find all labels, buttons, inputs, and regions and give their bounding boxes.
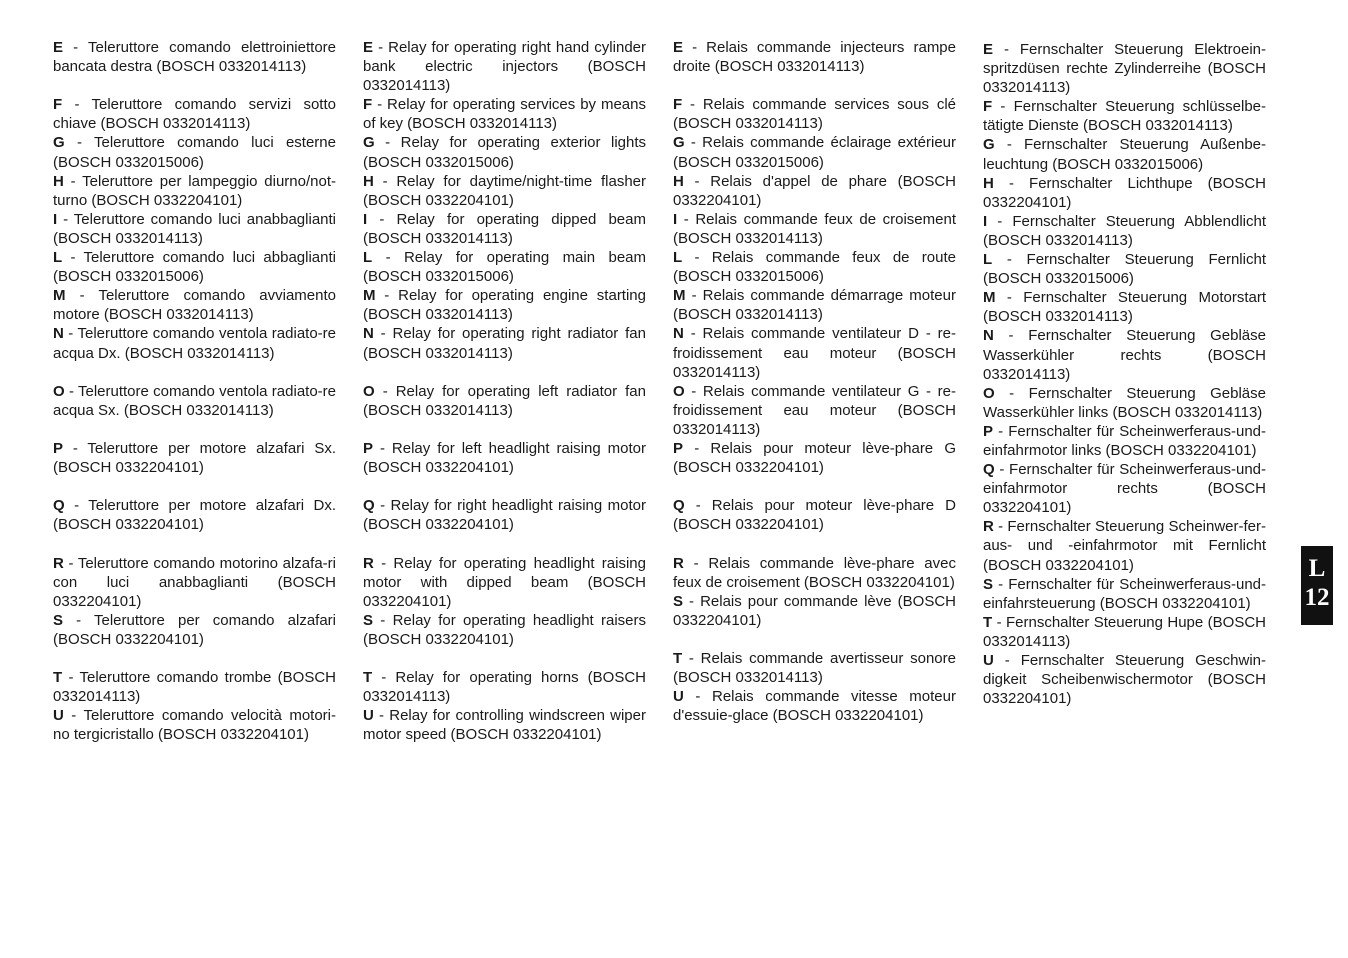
entry-text: - Teleruttore comando elettroiniettore bancata destra (BOSCH 0332014113) (53, 39, 336, 76)
entry-text: - Teleruttore per motore alzafari Dx. (BOSCH 0332204101) (53, 497, 336, 534)
entry-letter: O (673, 382, 685, 400)
entry-text: - Fernschalter Steuerung Hupe (BOSCH 0332014113) (983, 613, 1266, 650)
entry-text: - Relay for operating main beam (BOSCH 0332015006) (363, 249, 646, 286)
legend-entry (363, 133, 646, 171)
english-column (363, 38, 646, 744)
entry-letter: E (983, 41, 994, 58)
entry-letter: O (53, 382, 65, 400)
legend-entry (673, 324, 956, 381)
legend-entry (53, 38, 336, 76)
entry-letter: R (53, 554, 64, 572)
entry-letter: P (673, 439, 684, 457)
entry-letter: G (53, 134, 65, 152)
entry-text: - Relay for operating dipped beam (BOSCH 0332014113) (363, 210, 646, 247)
entry-letter: I (363, 210, 368, 228)
legend-entry (53, 286, 336, 324)
entry-letter: M (983, 289, 996, 307)
legend-entry (363, 554, 646, 611)
entry-gap (363, 420, 646, 439)
entry-letter: H (53, 172, 64, 190)
entry-letter: S (363, 611, 374, 629)
entry-text: - Teleruttore per lampeggio diurno/not-turno (BOSCH 0332204101) (53, 172, 336, 209)
entry-letter: N (673, 325, 684, 343)
entry-letter: F (53, 96, 63, 114)
entry-text: - Fernschalter für Scheinwerferaus-und-einfahrmotor links (BOSCH 0332204101) (983, 422, 1266, 459)
legend-entry (53, 210, 336, 248)
legend-entry (673, 210, 956, 248)
entry-letter: T (53, 669, 63, 687)
entry-gap (363, 534, 646, 553)
entry-letter: I (983, 212, 988, 230)
entry-text: - Fernschalter Steuerung Scheinwer-fer-aus- und -einfahrmotor mit Fernlicht (BOSCH 0332204101) (983, 518, 1266, 574)
entry-letter: Q (983, 461, 995, 479)
entry-letter: R (363, 554, 374, 572)
legend-entry (363, 38, 646, 95)
entry-letter: G (673, 134, 685, 152)
legend-entry (363, 286, 646, 324)
legend-entry (983, 460, 1266, 517)
legend-entry (673, 554, 956, 592)
legend-entry (53, 324, 336, 362)
legend-entry (363, 95, 646, 133)
legend-entry (983, 288, 1266, 326)
legend-entry (673, 286, 956, 324)
entry-letter: H (983, 174, 994, 192)
entry-text: - Teleruttore comando motorino alzafa-ri con luci anabbaglianti (BOSCH 0332204101) (53, 554, 336, 610)
entry-text: - Teleruttore comando luci anabbaglianti (BOSCH 0332014113) (53, 210, 336, 247)
entry-text: - Teleruttore comando ventola radiato-re acqua Sx. (BOSCH 0332014113) (53, 382, 336, 419)
entry-letter: M (53, 287, 66, 305)
entry-letter: G (363, 134, 375, 152)
entry-letter: P (363, 439, 374, 457)
legend-entry (53, 496, 336, 534)
entry-text: - Relais commande feux de route (BOSCH 0332015006) (673, 249, 956, 286)
entry-letter: Q (673, 497, 685, 515)
entry-text: - Teleruttore per comando alzafari (BOSCH 0332204101) (53, 611, 336, 648)
entry-text: - Fernschalter Steuerung schlüsselbe-tätigte Dienste (BOSCH 0332014113) (983, 98, 1266, 135)
entry-text: - Relay for operating right radiator fan (BOSCH 0332014113) (363, 325, 646, 362)
entry-letter: L (983, 251, 993, 269)
entry-text: - Fernschalter Lichthupe (BOSCH 0332204101) (983, 174, 1266, 211)
entry-text: - Relais commande injecteurs rampe droite (BOSCH 0332014113) (673, 39, 956, 76)
entry-text: - Teleruttore comando luci esterne (BOSCH 0332015006) (53, 134, 336, 171)
legend-entry (983, 97, 1266, 135)
section-tab (1301, 546, 1333, 625)
entry-text: - Relay for operating exterior lights (BOSCH 0332015006) (363, 134, 646, 171)
entry-text: - Fernschalter für Scheinwerferaus-und-einfahrsteuerung (BOSCH 0332204101) (983, 575, 1266, 612)
entry-text: - Relais commande éclairage extérieur (BOSCH 0332015006) (673, 134, 956, 171)
section-letter: L (1308, 555, 1326, 582)
entry-text: - Fernschalter für Scheinwerferaus-und-einfahrmotor rechts (BOSCH 0332204101) (983, 461, 1266, 517)
legend-entry (983, 575, 1266, 613)
entry-text: - Teleruttore comando servizi sotto chiave (BOSCH 0332014113) (53, 96, 336, 133)
entry-letter: N (983, 327, 994, 345)
entry-text: - Relay for left headlight raising motor (BOSCH 0332204101) (363, 439, 646, 477)
legend-entry (983, 250, 1266, 288)
entry-text: - Relay for operating horns (BOSCH 0332014113) (363, 669, 646, 706)
entry-text: - Relay for operating left radiator fan (BOSCH 0332014113) (363, 382, 646, 419)
entry-letter: H (673, 172, 684, 190)
entry-text: - Relay for operating right hand cylinder bank electric injectors (BOSCH 0332014113) (363, 39, 646, 95)
entry-letter: O (983, 384, 995, 402)
entry-gap (673, 76, 956, 95)
entry-text: - Relay for controlling windscreen wiper motor speed (BOSCH 0332204101) (363, 707, 646, 744)
legend-entry (53, 248, 336, 286)
legend-entry (363, 172, 646, 210)
entry-letter: F (983, 98, 993, 116)
entry-gap (363, 649, 646, 668)
entry-letter: Q (363, 497, 375, 515)
legend-entry (673, 687, 956, 725)
legend-entry (53, 439, 336, 477)
entry-letter: T (983, 613, 993, 631)
legend-entry (673, 439, 956, 477)
entry-gap (363, 477, 646, 496)
legend-entry (983, 422, 1266, 460)
french-column (673, 38, 956, 725)
entry-gap (53, 477, 336, 496)
legend-entry (983, 517, 1266, 574)
entry-text: - Relais commande lève-phare avec feux de croisement (BOSCH 0332204101) (673, 554, 956, 591)
entry-letter: E (53, 39, 64, 56)
entry-text: - Teleruttore comando avviamento motore (BOSCH 0332014113) (53, 287, 336, 324)
italian-column (53, 38, 336, 744)
german-column (983, 40, 1266, 708)
legend-entry (983, 326, 1266, 383)
legend-entry (53, 133, 336, 171)
legend-entry (673, 172, 956, 210)
entry-text: - Teleruttore comando velocità motori-no tergicristallo (BOSCH 0332204101) (53, 707, 336, 744)
entry-gap (673, 477, 956, 496)
entry-letter: T (363, 669, 373, 687)
entry-letter: M (673, 287, 686, 305)
entry-text: - Relais pour moteur lève-phare D (BOSCH 0332204101) (673, 497, 956, 534)
entry-letter: N (53, 325, 64, 343)
entry-text: - Relay for operating engine starting (BOSCH 0332014113) (363, 287, 646, 324)
legend-entry (673, 38, 956, 76)
entry-text: - Relay for operating headlight raisers (BOSCH 0332204101) (363, 611, 646, 648)
legend-entry (363, 248, 646, 286)
legend-entry (673, 382, 956, 439)
legend-entry (363, 706, 646, 744)
legend-entry (673, 133, 956, 171)
entry-text: - Relais commande services sous clé (BOSCH 0332014113) (673, 96, 956, 133)
entry-text: - Teleruttore per motore alzafari Sx. (BOSCH 0332204101) (53, 439, 336, 477)
legend-entry (53, 95, 336, 133)
entry-text: - Teleruttore comando ventola radiato-re acqua Dx. (BOSCH 0332014113) (53, 325, 336, 362)
entry-letter: O (363, 382, 375, 400)
entry-text: - Relais commande avertisseur sonore (BOSCH 0332014113) (673, 650, 956, 687)
entry-text: - Relais commande démarrage moteur (BOSCH 0332014113) (673, 287, 956, 324)
entry-text: - Teleruttore comando trombe (BOSCH 0332014113) (53, 669, 336, 706)
entry-text: - Fernschalter Steuerung Außenbe-leuchtung (BOSCH 0332015006) (983, 136, 1266, 173)
legend-entry (673, 95, 956, 133)
legend-entry (53, 172, 336, 210)
entry-text: - Relay for operating services by means of key (BOSCH 0332014113) (363, 96, 646, 133)
legend-entry (983, 384, 1266, 422)
legend-entry (983, 613, 1266, 651)
entry-text: - Relais commande ventilateur G - re-froidissement eau moteur (BOSCH 0332014113) (673, 382, 956, 438)
entry-text: - Fernschalter Steuerung Motorstart (BOSCH 0332014113) (983, 289, 1266, 326)
entry-letter: F (673, 96, 683, 114)
entry-text: - Relais d'appel de phare (BOSCH 0332204101) (673, 172, 956, 209)
entry-text: - Relais commande vitesse moteur d'essuie-glace (BOSCH 0332204101) (673, 688, 956, 725)
entry-letter: P (983, 422, 994, 440)
entry-letter: S (53, 611, 64, 629)
legend-entry (53, 668, 336, 706)
entry-letter: R (673, 554, 684, 572)
legend-entry (363, 324, 646, 362)
legend-entry (53, 382, 336, 420)
legend-entry (363, 382, 646, 420)
entry-letter: R (983, 518, 994, 536)
entry-letter: L (673, 249, 683, 267)
entry-letter: L (53, 249, 63, 267)
legend-entry (983, 174, 1266, 212)
legend-entry (983, 40, 1266, 97)
entry-letter: S (673, 592, 684, 610)
entry-gap (53, 649, 336, 668)
entry-letter: H (363, 172, 374, 190)
entry-text: - Relais commande ventilateur D - re-froidissement eau moteur (BOSCH 0332014113) (673, 325, 956, 381)
legend-entry (983, 651, 1266, 708)
legend-entry (53, 706, 336, 744)
legend-entry (673, 592, 956, 630)
entry-letter: T (673, 650, 683, 667)
entry-gap (673, 534, 956, 553)
entry-text: - Teleruttore comando luci abbaglianti (BOSCH 0332015006) (53, 249, 336, 286)
entry-text: - Relay for operating headlight raising motor with dipped beam (BOSCH 0332204101) (363, 554, 646, 610)
page-number: 12 (1304, 584, 1330, 611)
entry-text: - Fernschalter Steuerung Gebläse Wasserkühler links (BOSCH 0332014113) (983, 384, 1266, 421)
entry-letter: M (363, 287, 376, 305)
entry-gap (53, 534, 336, 553)
legend-entry (363, 611, 646, 649)
legend-entry (983, 212, 1266, 250)
entry-letter: U (673, 688, 684, 706)
legend-entry (673, 649, 956, 687)
entry-letter: P (53, 439, 64, 457)
entry-text: - Relais commande feux de croisement (BOSCH 0332014113) (673, 210, 956, 247)
entry-text: - Fernschalter Steuerung Geschwin-digkeit Scheibenwischermotor (BOSCH 0332204101) (983, 652, 1266, 708)
legend-entry (53, 611, 336, 649)
entry-gap (53, 420, 336, 439)
entry-text: - Relay for right headlight raising motor (BOSCH 0332204101) (363, 497, 646, 534)
entry-text: - Fernschalter Steuerung Elektroein-spritzdüsen rechte Zylinderreihe (BOSCH 0332014113) (983, 41, 1266, 97)
entry-gap (53, 76, 336, 95)
entry-text: - Fernschalter Steuerung Gebläse Wasserkühler rechts (BOSCH 0332014113) (983, 327, 1266, 383)
entry-gap (53, 363, 336, 382)
entry-text: - Relais pour moteur lève-phare G (BOSCH 0332204101) (673, 439, 956, 477)
entry-text: - Fernschalter Steuerung Fernlicht (BOSCH 0332015006) (983, 251, 1266, 288)
entry-letter: S (983, 575, 994, 593)
legend-entry (673, 496, 956, 534)
legend-entry (363, 668, 646, 706)
entry-letter: I (673, 210, 678, 228)
entry-gap (363, 363, 646, 382)
entry-letter: U (363, 707, 374, 725)
entry-letter: F (363, 96, 373, 114)
entry-letter: G (983, 136, 995, 154)
entry-gap (673, 630, 956, 649)
legend-entry (673, 248, 956, 286)
entry-letter: U (53, 707, 64, 725)
legend-entry (363, 210, 646, 248)
entry-letter: N (363, 325, 374, 343)
legend-entry (53, 554, 336, 611)
entry-letter: I (53, 210, 58, 228)
entry-letter: E (363, 39, 374, 56)
entry-letter: Q (53, 497, 65, 515)
entry-letter: L (363, 249, 373, 267)
entry-letter: E (673, 39, 684, 56)
legend-entry (363, 496, 646, 534)
legend-entry (983, 135, 1266, 173)
legend-entry (363, 439, 646, 477)
entry-text: - Relais pour commande lève (BOSCH 0332204101) (673, 592, 956, 629)
entry-text: - Fernschalter Steuerung Abblendlicht (BOSCH 0332014113) (983, 212, 1266, 249)
entry-letter: U (983, 652, 994, 669)
entry-text: - Relay for daytime/night-time flasher (BOSCH 0332204101) (363, 172, 646, 209)
